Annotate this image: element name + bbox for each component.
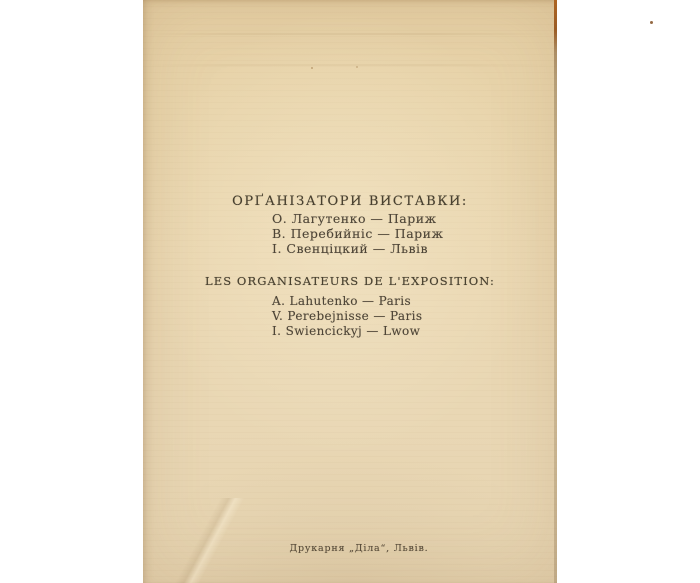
paper-speck — [311, 67, 313, 69]
list-item: I. Swiencickyj — Lwow — [272, 323, 421, 338]
list-item: V. Perebejnisse — Paris — [272, 308, 423, 323]
paper-streak — [143, 64, 557, 66]
organizer-list-ukrainian — [272, 211, 443, 257]
organizer-list-french — [272, 294, 422, 339]
list-item: A. Lahutenko — Paris — [272, 294, 412, 308]
printer-imprint: Друкарня „Діла“, Львів. — [289, 543, 429, 554]
list-item: О. Лагутенко — Париж — [272, 211, 437, 226]
paper-crease — [143, 498, 273, 583]
paper-speck — [356, 66, 358, 68]
section-heading-french: LES ORGANISATEURS DE L'EXPOSITION: — [204, 274, 496, 288]
page-edge — [554, 0, 557, 583]
list-item: В. Перебийніс — Париж — [272, 226, 444, 242]
paper-streak — [143, 33, 557, 35]
list-item: І. Свенціцкий — Львів — [272, 241, 429, 257]
book-page — [143, 0, 557, 583]
section-heading-ukrainian: ОРҐАНІЗАТОРИ ВИСТАВКИ: — [232, 194, 468, 209]
paper-speck — [650, 21, 653, 24]
